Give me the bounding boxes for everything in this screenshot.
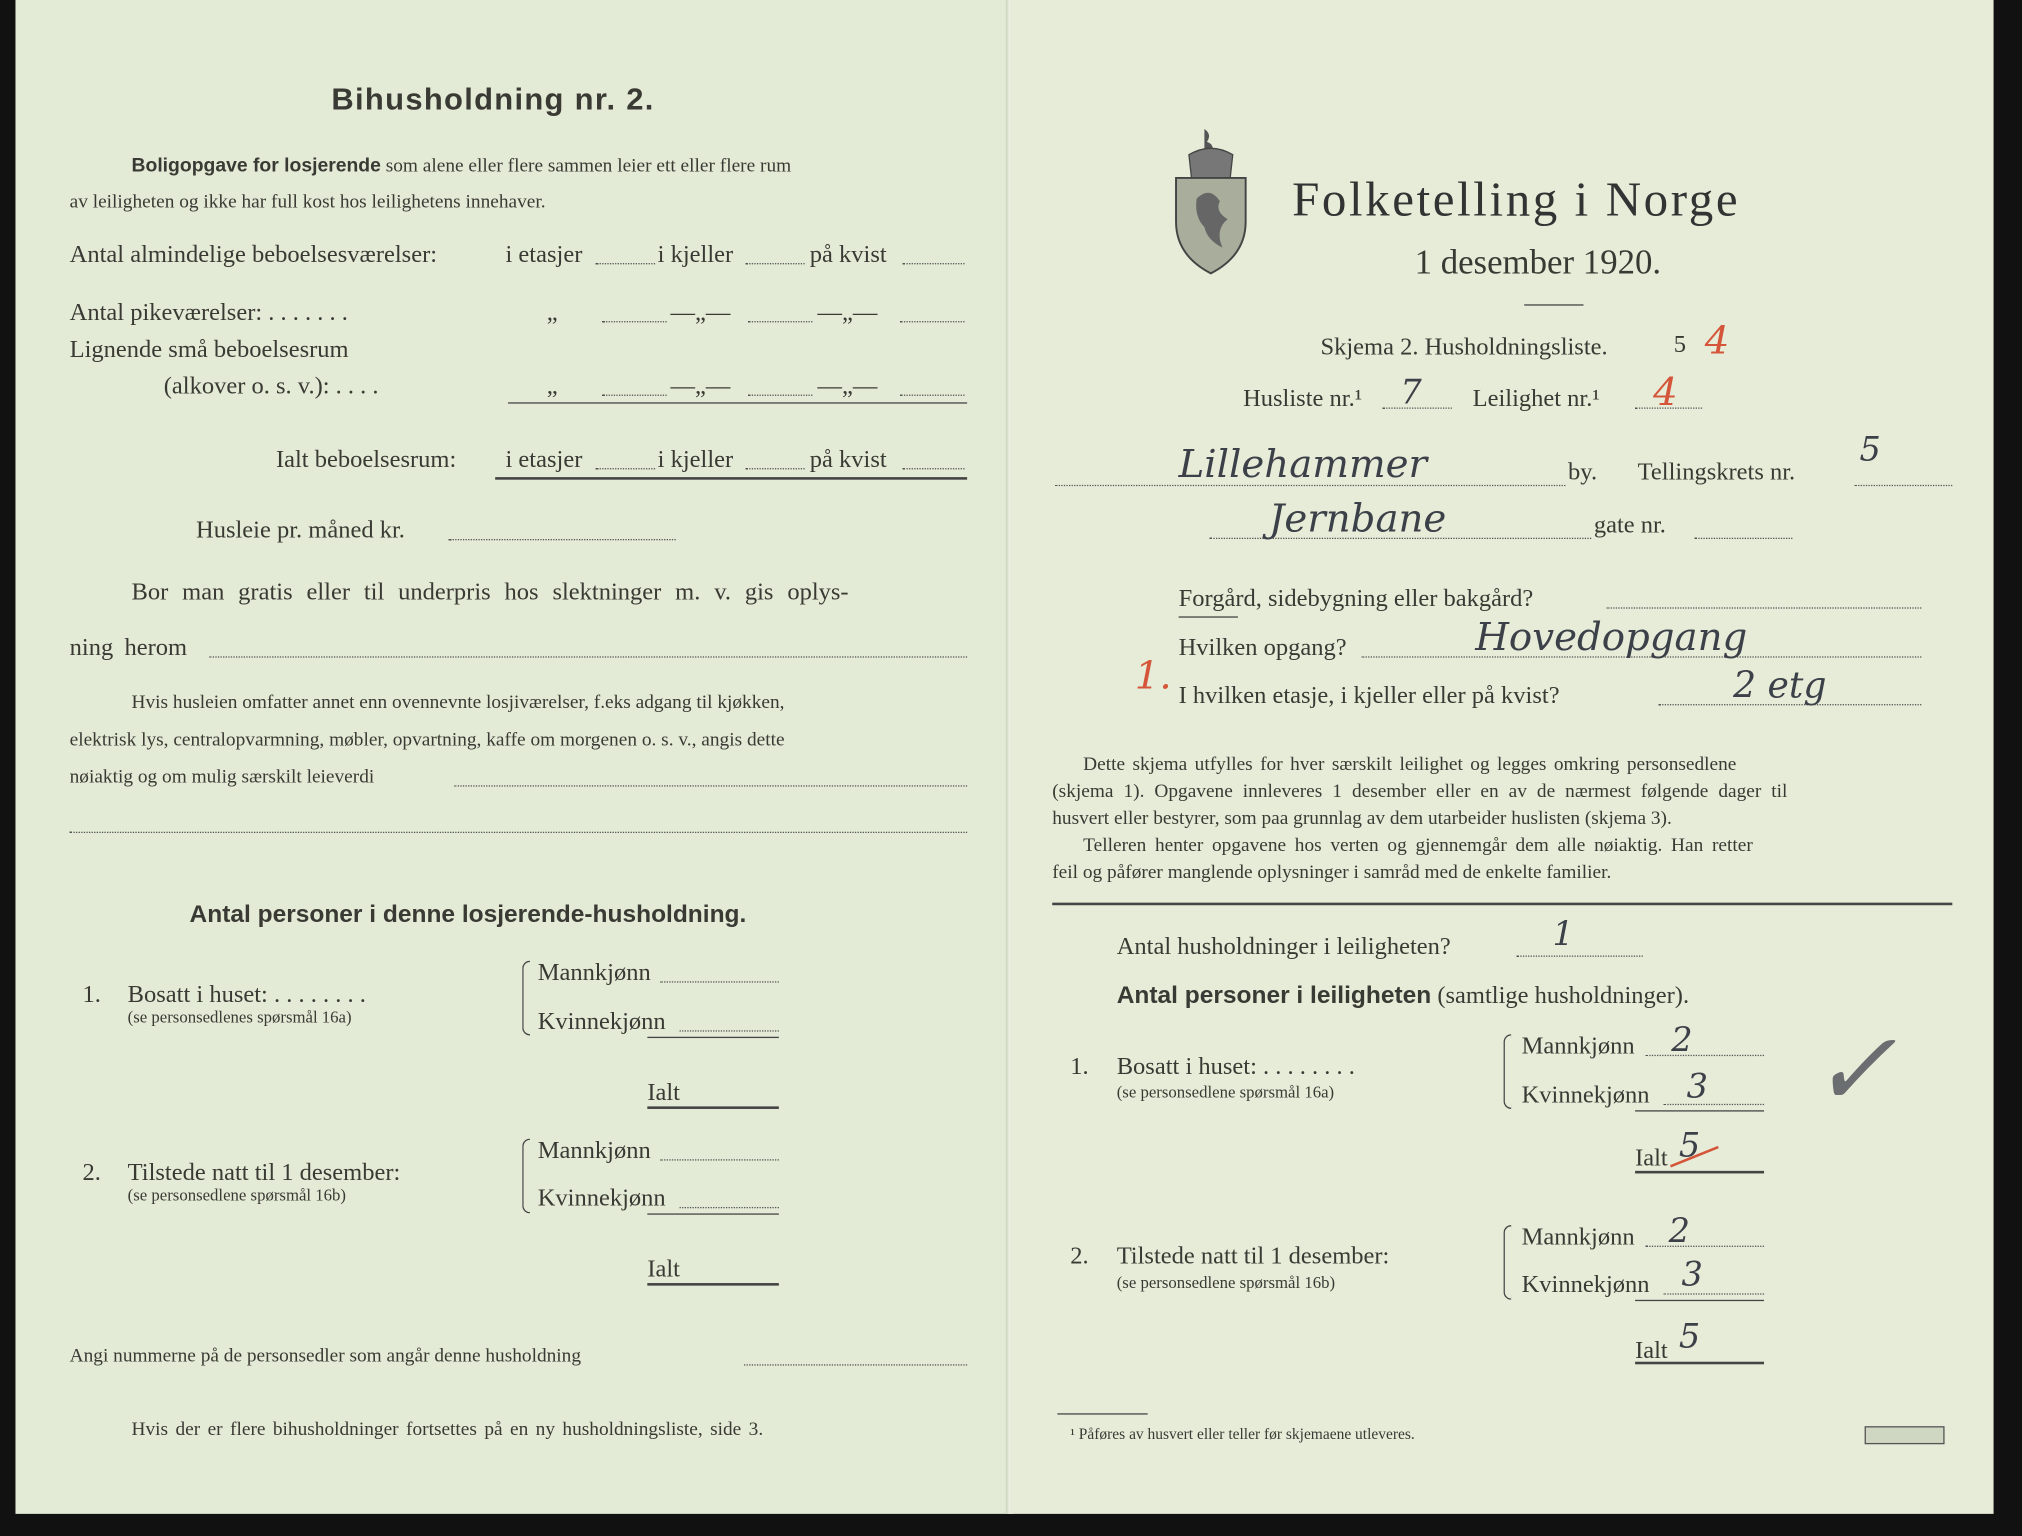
kjeller-label: i kjeller	[657, 446, 734, 474]
info-line: (skjema 1). Opgavene innleveres 1 desember eller en av de nærmest følgende dager til	[1052, 781, 1788, 803]
opgang-value: Hovedopgang	[1475, 615, 1748, 661]
forgard-underline-mark	[1179, 616, 1238, 617]
rooms-label: Antal almindelige beboelsesværelser:	[69, 241, 438, 269]
total-kjeller-field[interactable]	[745, 468, 804, 469]
ditto-mark: —„—	[817, 299, 878, 327]
street-value: Jernbane	[1268, 496, 1447, 542]
form-title: Folketelling i Norge	[1292, 172, 1741, 227]
sum-rule	[647, 1213, 779, 1214]
leieverdi-field[interactable]	[454, 785, 967, 786]
red-check-mark: 1.	[1134, 653, 1172, 699]
ditto-mark: „	[546, 299, 558, 327]
q1-total-value: 5	[1678, 1127, 1701, 1166]
schema-number: 5	[1673, 331, 1687, 359]
right-page-husholdningsliste	[1011, 0, 1994, 1514]
q1-total-field[interactable]	[1635, 1171, 1764, 1174]
male-label: Mannkjønn	[537, 959, 651, 987]
total-label: Ialt	[647, 1255, 680, 1284]
households-label: Antal husholdninger i leiligheten?	[1116, 933, 1451, 961]
by-label: by.	[1568, 459, 1598, 487]
q1-label: Bosatt i huset: . . . . . . . .	[1116, 1053, 1355, 1081]
schema-label: Skjema 2. Husholdningsliste.	[1320, 333, 1608, 362]
female-label: Kvinnekjønn	[537, 1185, 666, 1213]
opgang-label: Hvilken opgang?	[1178, 634, 1347, 662]
form-date: 1 desember 1920.	[1414, 242, 1662, 282]
footnote-rule	[1057, 1413, 1147, 1414]
info-line: Telleren henter opgavene hos verten og gjennemgår dem alle nøiaktig. Han retter	[1083, 835, 1753, 857]
gate-nr-field[interactable]	[1694, 538, 1792, 539]
persons-heading-rest: (samtlige husholdninger).	[1437, 982, 1690, 1010]
sum-rule	[1635, 1300, 1764, 1301]
ditto-mark: „	[546, 372, 558, 400]
q2-total-field[interactable]	[1635, 1362, 1764, 1365]
etasjer-label: i etasjer	[505, 241, 583, 269]
households-value: 1	[1552, 915, 1574, 955]
q1-sub: (se personsedlene spørsmål 16a)	[1116, 1081, 1335, 1102]
sum-rule	[647, 1037, 779, 1038]
checkmark-icon: ✓	[1810, 1009, 1897, 1130]
etasje-label: I hvilken etasje, i kjeller eller på kvist?	[1178, 682, 1560, 710]
q1-female-value: 3	[1686, 1067, 1709, 1107]
extra-line2: elektrisk lys, centralopvarmning, møbler, opvartning, kaffe om morgenen o. s. v., angis dette	[69, 729, 785, 751]
q1-male-field[interactable]	[660, 981, 779, 982]
small-rooms-label: Lignende små beboelsesrum	[69, 336, 349, 364]
total-label: Ialt	[1635, 1337, 1668, 1365]
krets-label: Tellingskrets nr.	[1637, 459, 1796, 487]
total-rooms-label: Ialt beboelsesrum:	[275, 446, 457, 474]
q2-male-value: 2	[1668, 1212, 1690, 1251]
sum-rule	[1635, 1110, 1764, 1111]
forgard-label: Forgård, sidebygning eller bakgård?	[1178, 585, 1534, 613]
info-line: Dette skjema utfylles for hver særskilt leilighet og legges omkring personsedlene	[1083, 754, 1737, 775]
intro-text: som alene eller flere sammen leier ett eller flere rum	[385, 156, 792, 177]
q2-male-field[interactable]	[660, 1159, 779, 1160]
q1-number: 1.	[1070, 1053, 1089, 1081]
q1-label: Bosatt i huset: . . . . . . . .	[127, 981, 366, 1009]
left-page-bihusholdning	[15, 0, 1010, 1514]
continue-note: Hvis der er flere bihusholdninger fortsettes på en ny husholdningsliste, side 3.	[131, 1419, 764, 1441]
pike-field-2[interactable]	[748, 321, 812, 322]
q1-male-value: 2	[1671, 1021, 1693, 1060]
brace	[1504, 1034, 1512, 1109]
q2-sub: (se personsedlene spørsmål 16b)	[1116, 1272, 1336, 1293]
intro-bold: Boligopgave for losjerende	[131, 154, 381, 177]
alkover-field-1[interactable]	[602, 395, 666, 396]
pike-field-1[interactable]	[602, 321, 666, 322]
brace	[522, 1139, 530, 1214]
etasjer-label: i etasjer	[505, 446, 583, 474]
ditto-mark: —„—	[670, 299, 731, 327]
q2-female-field[interactable]	[680, 1207, 779, 1208]
female-label: Kvinnekjønn	[1521, 1271, 1650, 1299]
alkover-label: (alkover o. s. v.): . . . .	[163, 372, 379, 400]
leieverdi-field-2[interactable]	[70, 832, 967, 833]
gratis-line2: ning herom	[69, 634, 188, 662]
extra-line3: nøiaktig og om mulig særskilt leieverdi	[69, 767, 375, 788]
q2-total-value: 5	[1678, 1317, 1701, 1357]
pike-label: Antal pikeværelser: . . . . . . .	[69, 299, 348, 327]
etasje-value: 2 etg	[1733, 664, 1827, 707]
ditto-mark: —„—	[817, 372, 878, 400]
schema-number-correction: 4	[1704, 318, 1730, 364]
q1-male-field[interactable]	[1645, 1055, 1764, 1056]
male-label: Mannkjønn	[537, 1137, 651, 1165]
leilighet-value: 4	[1653, 370, 1678, 416]
page-title: Bihusholdning nr. 2.	[331, 82, 655, 118]
q2-total-field[interactable]	[647, 1283, 779, 1286]
q2-female-value: 3	[1681, 1255, 1703, 1295]
male-label: Mannkjønn	[1521, 1223, 1635, 1251]
q2-male-field[interactable]	[1645, 1246, 1764, 1247]
q1-sub: (se personsedlenes spørsmål 16a)	[127, 1007, 352, 1027]
kjeller-label: i kjeller	[657, 241, 734, 269]
gate-label: gate nr.	[1593, 511, 1666, 540]
norway-coat-of-arms-icon	[1168, 126, 1253, 276]
pike-field-3[interactable]	[900, 321, 964, 322]
kvist-label: på kvist	[809, 241, 887, 269]
total-kvist-field[interactable]	[903, 468, 965, 469]
double-rule	[495, 477, 967, 480]
q2-label: Tilstede natt til 1 desember:	[127, 1159, 401, 1187]
printer-stamp	[1865, 1426, 1945, 1444]
q1-number: 1.	[82, 981, 101, 1009]
q1-total-field[interactable]	[647, 1106, 779, 1109]
sum-rule	[508, 402, 967, 403]
male-label: Mannkjønn	[1521, 1032, 1635, 1060]
krets-value: 5	[1859, 430, 1881, 470]
numbers-label: Angi nummerne på de personsedler som angår denne husholdning	[69, 1346, 582, 1367]
rent-field[interactable]	[449, 539, 676, 540]
q2-number: 2.	[1070, 1243, 1089, 1271]
total-label: Ialt	[647, 1079, 680, 1107]
q2-sub: (se personsedlene spørsmål 16b)	[127, 1185, 347, 1205]
female-label: Kvinnekjønn	[1521, 1081, 1650, 1109]
info-line: feil og påfører manglende oplysninger i samråd med de enkelte familier.	[1052, 862, 1612, 884]
brace	[522, 961, 530, 1036]
households-field[interactable]	[1516, 956, 1642, 957]
leilighet-label: Leilighet nr.¹	[1472, 385, 1600, 413]
husliste-label: Husliste nr.¹	[1243, 385, 1363, 413]
total-label: Ialt	[1635, 1145, 1668, 1173]
q2-number: 2.	[82, 1159, 101, 1187]
alkover-field-2[interactable]	[748, 395, 812, 396]
persons-heading: Antal personer i denne losjerende-husholdning.	[189, 901, 747, 929]
footnote: ¹ Påføres av husvert eller teller før skjemaene utleveres.	[1070, 1424, 1415, 1443]
kjeller-field[interactable]	[745, 263, 804, 264]
ditto-mark: —„—	[670, 372, 731, 400]
krets-field[interactable]	[1854, 485, 1952, 486]
alkover-field-3[interactable]	[900, 395, 964, 396]
brace	[1504, 1225, 1512, 1300]
q2-label: Tilstede natt til 1 desember:	[1116, 1243, 1390, 1271]
q1-female-field[interactable]	[1663, 1104, 1764, 1105]
kvist-field[interactable]	[903, 263, 965, 264]
info-line: husvert eller bestyrer, som paa grunnlag av dem utarbeider huslisten (skjema 3).	[1052, 808, 1672, 830]
city-value: Lillehammer	[1178, 442, 1428, 488]
q1-female-field[interactable]	[680, 1030, 779, 1031]
forgard-field[interactable]	[1607, 607, 1922, 608]
female-label: Kvinnekjønn	[537, 1008, 666, 1036]
gratis-line1: Bor man gratis eller til underpris hos slektninger m. v. gis oplys-	[131, 578, 849, 607]
separator	[1524, 304, 1583, 305]
intro-line2: av leiligheten og ikke har full kost hos leilighetens innehaver.	[69, 192, 546, 213]
husliste-value: 7	[1400, 373, 1422, 413]
q2-female-field[interactable]	[1663, 1293, 1764, 1294]
total-etasjer-field[interactable]	[596, 468, 655, 469]
rent-label: Husleie pr. måned kr.	[196, 517, 405, 545]
persons-heading: Antal personer i leiligheten	[1116, 982, 1432, 1010]
section-divider	[1052, 903, 1952, 906]
numbers-field[interactable]	[744, 1364, 967, 1365]
kvist-label: på kvist	[809, 446, 887, 474]
etasjer-field[interactable]	[596, 263, 655, 264]
gratis-field[interactable]	[209, 656, 967, 657]
extra-line1: Hvis husleien omfatter annet enn ovennevnte losjiværelser, f.eks adgang til kjøkken,	[131, 692, 785, 714]
